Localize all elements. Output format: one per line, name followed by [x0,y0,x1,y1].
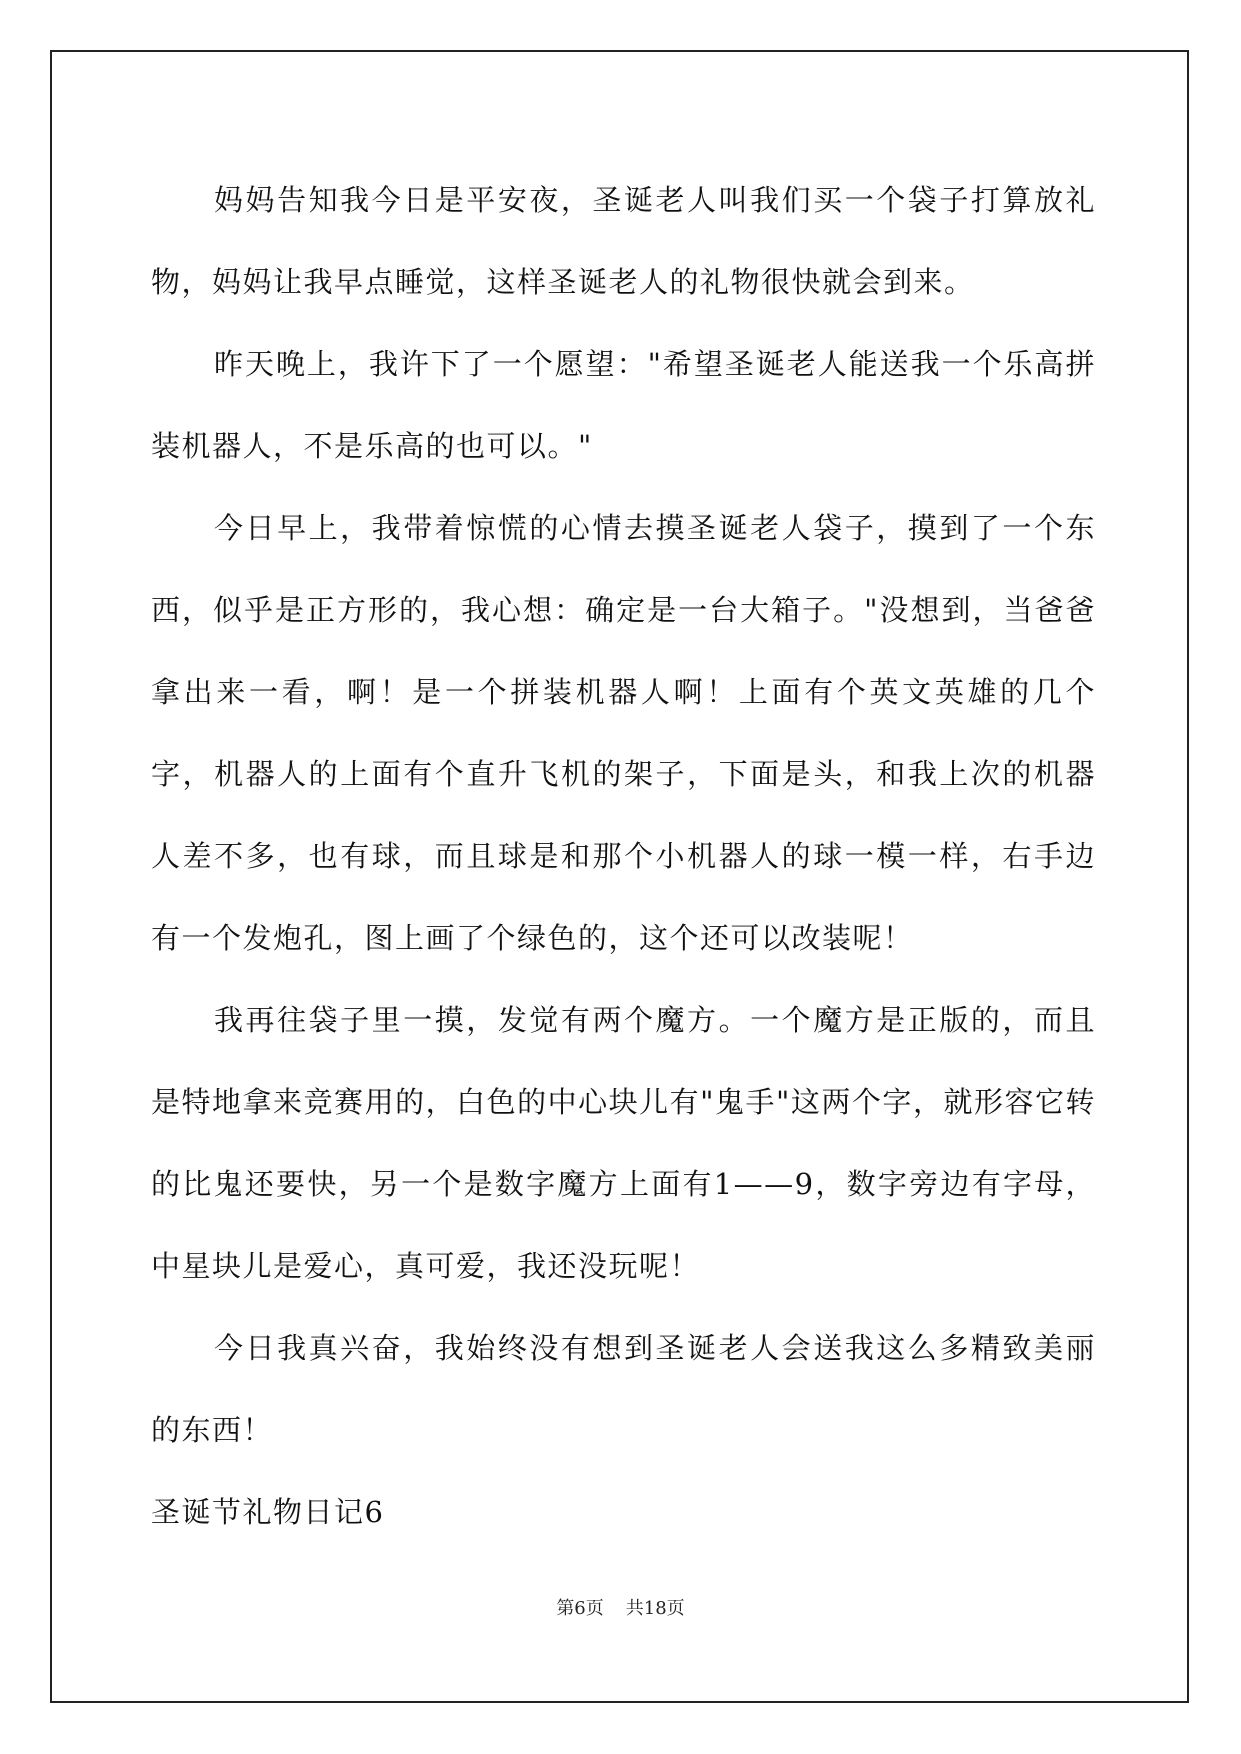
section-title: 圣诞节礼物日记6 [151,1495,385,1529]
page-total: 共18页 [625,1598,685,1619]
paragraph-4: 我再往袋子里一摸，发觉有两个魔方。一个魔方是正版的，而且是特地拿来竞赛用的，白色的中心块儿有"鬼手"这两个字，就形容它转的比鬼还要快，另一个是数字魔方上面有1——9，数字旁边有字母，中星块儿是爱心，真可爱，我还没玩呢！ [151,1003,1096,1283]
paragraph-3: 今日早上，我带着惊慌的心情去摸圣诞老人袋子，摸到了一个东西，似乎是正方形的，我心想：确定是一台大箱子。"没想到，当爸爸拿出来一看，啊！是一个拼装机器人啊！上面有个英文英雄的几个字，机器人的上面有个直升飞机的架子，下面是头，和我上次的机器人差不多，也有球，而且球是和那个小机器人的球一模一样，右手边有一个发炮孔，图上画了个绿色的，这个还可以改装呢！ [151,511,1096,955]
page-footer [0,1594,1241,1620]
paragraph-2: 昨天晚上，我许下了一个愿望："希望圣诞老人能送我一个乐高拼装机器人，不是乐高的也可以。" [151,347,1096,463]
document-body [151,159,1096,1553]
paragraph-1: 妈妈告知我今日是平安夜，圣诞老人叫我们买一个袋子打算放礼物，妈妈让我早点睡觉，这样圣诞老人的礼物很快就会到来。 [151,183,1096,299]
page-number: 第6页 [556,1598,604,1619]
paragraph-5: 今日我真兴奋，我始终没有想到圣诞老人会送我这么多精致美丽的东西！ [151,1331,1096,1447]
